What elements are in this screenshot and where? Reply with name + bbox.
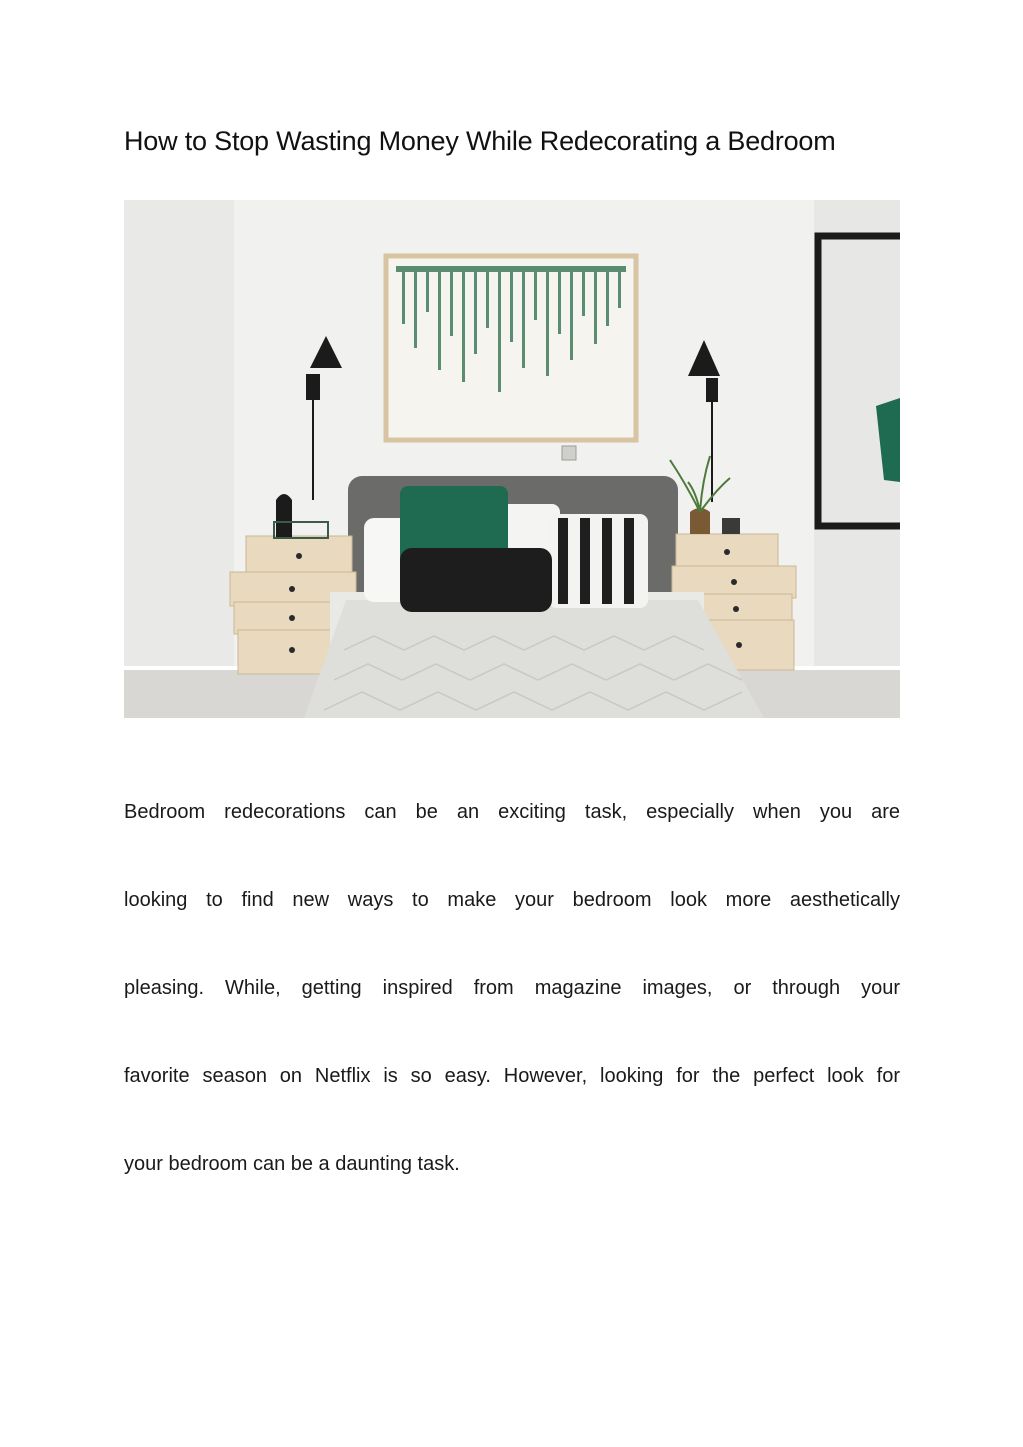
paragraph-line: your bedroom can be a daunting task. [124,1153,460,1175]
bedroom-photo [124,200,900,718]
body-paragraph [124,768,900,1208]
paragraph-line: Bedroom redecorations can be an exciting task, especially when you are [124,801,900,823]
paragraph-line: pleasing. While, getting inspired from magazine images, or through your [124,977,900,999]
paragraph-line: looking to find new ways to make your bedroom look more aesthetically [124,889,900,911]
paragraph-line: favorite season on Netflix is so easy. However, looking for the perfect look for [124,1065,900,1087]
page-title: How to Stop Wasting Money While Redecorating a Bedroom [124,126,836,156]
